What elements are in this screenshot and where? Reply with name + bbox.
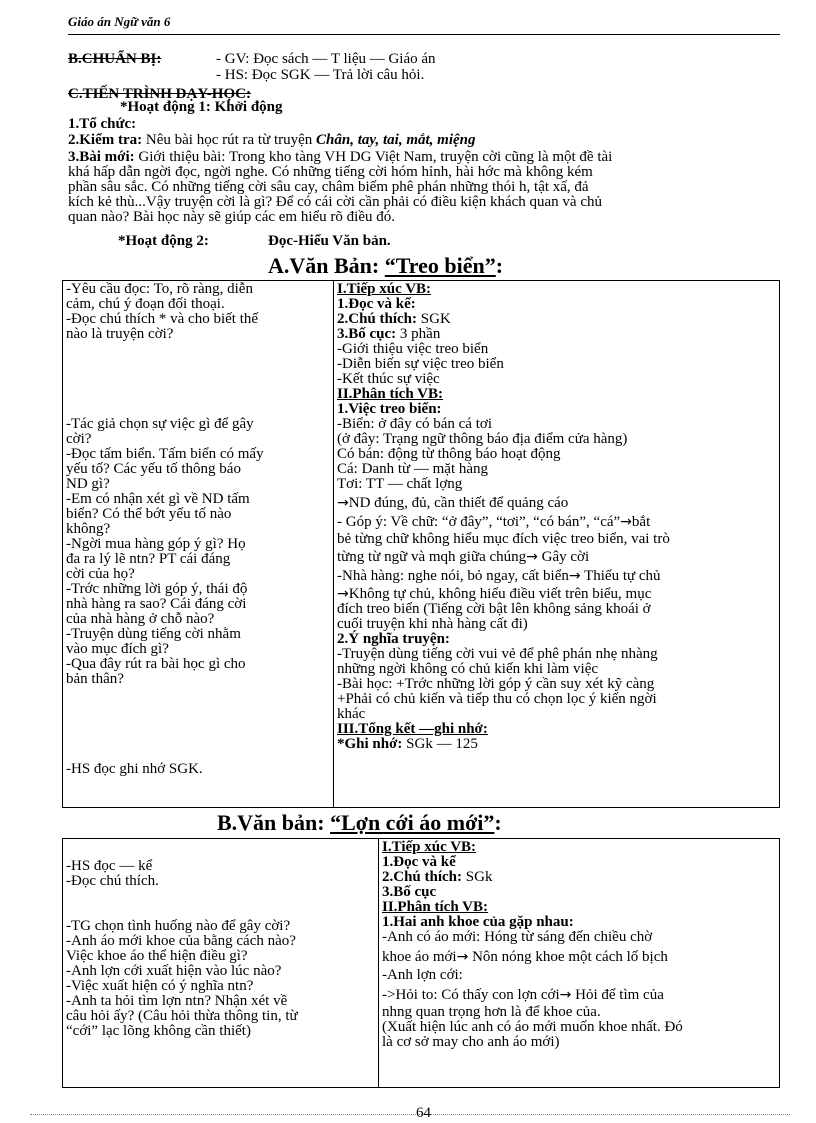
a-r27 [337,737,777,752]
b-s2: II.Phân tích VB: [382,899,488,915]
b-r8-text: ->Hỏi to: Có thấy con lợn cới [382,987,560,1003]
prep-gv: - GV: Đọc sách — T liệu — Giáo án [216,51,436,67]
a-r20: cuối truyện khi nhà hàng cất đi) [337,616,528,632]
activity2-text: Đọc-Hiểu Văn bản. [268,233,391,249]
question-line: nhà hàng ra sao? Cái đáng cời [66,596,247,612]
table-b [62,838,780,1088]
question-line [66,357,331,372]
a-r3 [337,327,777,342]
arrow-right-icon: → [526,549,538,565]
check-text: Nêu bài học rút ra từ truyện [142,132,317,148]
a-r18-text: Không tự chủ, không hiểu điều viết trên biểu, mục [348,586,652,602]
question-line: của nhà hàng ở chỗ nào? [66,611,215,627]
table-b-right-cell [379,839,780,1088]
b-r6-text: khoe áo mới [382,949,457,965]
question-line: -Việc xuất hiện có ý nghĩa ntn? [66,978,254,994]
a-r13-text: ND đúng, đủ, cần thiết để quảng cáo [348,495,569,511]
question-line: -Anh áo mới khoe của bằng cách nào? [66,933,296,949]
a-r13 [337,496,777,511]
a-r15: bẻ từng chữ không hiểu mục đích việc treo biển, vai trò [337,531,670,547]
a-r16-text: từng từ ngữ và mqh giữa chúng [337,549,527,565]
a-s1: I.Tiếp xúc VB: [337,281,432,297]
a-r27-text: SGk — 125 [402,736,478,752]
question-line: -HS đọc ghi nhớ SGK. [66,761,203,777]
table-a-right-cell [334,281,780,808]
a-r17 [337,569,777,584]
question-line [66,889,376,904]
page-number: 64 [416,1105,431,1121]
a-r6: -Kết thúc sự việc [337,371,440,387]
a-r1: 1.Đọc và kể: [337,296,416,312]
question-line [66,687,331,702]
question-line: “cới” lạc lõng không cần thiết) [66,1023,251,1039]
question-line [66,402,331,417]
question-line [66,342,331,357]
arrow-right-icon: → [559,987,572,1003]
a-r26: khác [337,706,366,722]
page-header-title: Giáo án Ngữ văn 6 [68,14,171,29]
a-r12: Tơi: TT — chất lợng [337,476,463,492]
question-line [66,372,331,387]
a-r4: -Giới thiệu việc treo biển [337,341,489,357]
check-line [68,133,476,148]
question-line: -HS đọc — kể [66,858,153,874]
b-r6-end: Nôn nóng khoe một cách lố bịch [468,949,668,965]
a-r11: Cá: Danh từ — mặt hàng [337,461,489,477]
question-line [66,702,331,717]
question-line: ND gì? [66,476,110,492]
arrow-right-icon: → [620,514,632,530]
b-r5: -Anh có áo mới: Hóng từ sáng đến chiều chờ [382,929,653,945]
a-r14-end: bắt [631,514,651,530]
a-r16 [337,550,777,565]
a-r3-label: 3.Bố cục: [337,326,397,342]
b-r10: (Xuất hiện lúc anh có áo mới muốn khoe nhất. Đó [382,1019,683,1035]
prep-hs: - HS: Đọc SGK — Trả lời câu hỏi. [216,67,425,83]
a-r21: 2.Ý nghĩa truyện: [337,631,450,647]
question-line: -Em có nhận xét gì về ND tấm [66,491,250,507]
section-b-title [217,810,502,835]
activity1-heading: *Hoạt động 1: Khởi động [120,99,283,115]
a-r10: Có bán: động từ thông báo hoạt động [337,446,561,462]
a-r18 [337,587,777,602]
b-r1: 1.Đọc và kể [382,854,456,870]
question-line: -Truyện dùng tiếng cời nhằm [66,626,241,642]
question-line: nào là truyện cời? [66,326,174,342]
org-label: 1.Tổ chức: [68,116,137,132]
question-line: -TG chọn tình huống nào để gây cời? [66,918,291,934]
a-r7: 1.Việc treo biển: [337,401,442,417]
question-line: -Ngời mua hàng góp ý gì? Họ [66,536,246,552]
question-line [66,747,331,762]
question-line: đa ra lý lẽ ntn? PT cái đáng [66,551,231,567]
question-line: không? [66,521,111,537]
newlesson-line-1 [68,150,612,165]
a-r9: (ở đây: Trạng ngữ thông báo địa điểm cửa hàng) [337,431,628,447]
b-r4: 1.Hai anh khoe của gặp nhau: [382,914,574,930]
arrow-right-icon: → [568,568,581,584]
a-s3: III.Tổng kết —ghi nhớ: [337,721,488,737]
question-line: bản thân? [66,671,124,687]
newlesson-label: 3.Bài mới: [68,149,135,165]
newlesson-line-5: quan nào? Bài học này sẽ giúp các em hiểu rõ điều đó. [68,209,395,225]
section-b-suffix: : [494,810,502,835]
b-r8-end: Hỏi để tìm của [571,987,664,1003]
check-label: 2.Kiểm tra: [68,132,143,148]
newlesson-line-2: khá hấp dẫn ngời đọc, ngời nghe. Có những tiếng cời hóm hỉnh, hài hớc mà không kém [68,164,593,180]
a-r16-end: Gây cời [537,549,590,565]
table-a [62,280,780,808]
arrow-right-icon: → [337,586,349,602]
question-line [66,904,376,919]
table-b-questions [66,859,376,1039]
b-r6 [382,950,777,965]
a-r5: -Diễn biến sự việc treo biển [337,356,504,372]
activity2-label: *Hoạt động 2: [118,233,209,249]
table-b-left-cell [63,839,379,1088]
a-r8: -Biển: ở đây có bán cá tơi [337,416,492,432]
a-r3-text: 3 phần [396,326,441,342]
question-line: biển? Có thể bớt yếu tố nào [66,506,232,522]
process-label: C.TIẾN TRÌNH DẠY-HỌC: [68,86,251,102]
b-r9: nhng quan trọng hơn là để khoe của. [382,1004,601,1020]
question-line: cời? [66,431,92,447]
section-b-name: “Lợn cới áo mới” [330,810,495,835]
section-b-prefix: B.Văn bản: [217,810,331,835]
a-r25: +Phải có chủ kiến và tiếp thu có chọn lọc ý kiến ngời [337,691,657,707]
a-r24: -Bài học: +Trớc những lời góp ý cần suy xét kỹ càng [337,676,655,692]
check-story: Chân, tay, tai, mắt, miệng [316,132,476,148]
question-line: -Đọc chú thích. [66,873,159,889]
b-r8 [382,988,777,1003]
question-line: -Đọc tấm biển. Tấm biển có mấy [66,446,264,462]
b-r2 [382,870,777,885]
question-line: -Anh lợn cới xuất hiện vào lúc nào? [66,963,282,979]
question-line: -Tác giả chọn sự việc gì để gây [66,416,254,432]
question-line: -Trớc những lời góp ý, thái độ [66,581,248,597]
a-r14 [337,515,777,530]
b-r7: -Anh lợn cới: [382,967,463,983]
question-line: yếu tố? Các yếu tố thông báo [66,461,241,477]
a-r17-end: Thiếu tự chủ [580,568,661,584]
question-line [66,387,331,402]
question-line: câu hỏi ấy? (Câu hỏi thừa thông tin, từ [66,1008,298,1024]
b-r2-label: 2.Chú thích: [382,869,463,885]
section-a-prefix: A.Văn Bản: [268,253,385,278]
newlesson-text-1: Giới thiệu bài: Trong kho tàng VH DG Việt Nam, truyện cời cũng là một đề tài [134,149,613,165]
arrow-right-icon: → [456,949,469,965]
question-line [66,732,331,747]
table-a-questions [66,282,331,777]
a-r23: những ngời không có chủ kiến khi làm việc [337,661,599,677]
section-a-suffix: : [495,253,504,278]
table-a-left-cell [63,281,334,808]
newlesson-line-4: kích kẻ thù...Vậy truyện cời là gì? Để có cái cời cần phải có điều kiện khách quan và chủ [68,194,602,210]
a-r2 [337,312,777,327]
b-r11: là cơ sở may cho anh áo mới) [382,1034,560,1050]
question-line: cời của họ? [66,566,135,582]
newlesson-line-3: phần sâu sắc. Có những tiếng cời sâu cay, châm biếm phê phán những thói h, tật xấ, đả [68,179,589,195]
b-r3: 3.Bố cục [382,884,437,900]
arrow-right-icon: → [337,495,349,511]
section-a-name: “Treo biển” [384,253,496,278]
b-s1: I.Tiếp xúc VB: [382,839,477,855]
question-line [66,717,331,732]
question-line: -Đọc chú thích * và cho biết thế [66,311,259,327]
header-rule [68,34,780,35]
footer-rule [30,1114,790,1115]
section-a-title [268,253,504,278]
prep-label: B.CHUẨN BỊ: [68,51,162,67]
a-r19: đích treo biển (Tiếng cời bật lên không sảng khoái ở [337,601,651,617]
a-r27-label: *Ghi nhớ: [337,736,403,752]
a-r2-text: SGK [417,311,451,327]
question-line: -Yêu cầu đọc: To, rõ ràng, diễn [66,281,253,297]
b-r2-text: SGk [462,869,493,885]
question-line: cảm, chú ý đoạn đối thoại. [66,296,225,312]
question-line: Việc khoe áo thể hiện điều gì? [66,948,248,964]
question-line: vào mục đích gì? [66,641,169,657]
question-line: -Anh ta hỏi tìm lợn ntn? Nhận xét về [66,993,288,1009]
a-r22: -Truyện dùng tiếng cời vui vẻ để phê phán nhẹ nhàng [337,646,658,662]
a-r14-text: - Góp ý: Về chữ: “ở đây”, “tơi”, “có bán”, “cá” [337,514,621,530]
question-line: -Qua đây rút ra bài học gì cho [66,656,246,672]
a-r2-label: 2.Chú thích: [337,311,418,327]
a-r17-text: -Nhà hàng: nghe nói, bỏ ngay, cất biển [337,568,569,584]
a-s2: II.Phân tích VB: [337,386,443,402]
